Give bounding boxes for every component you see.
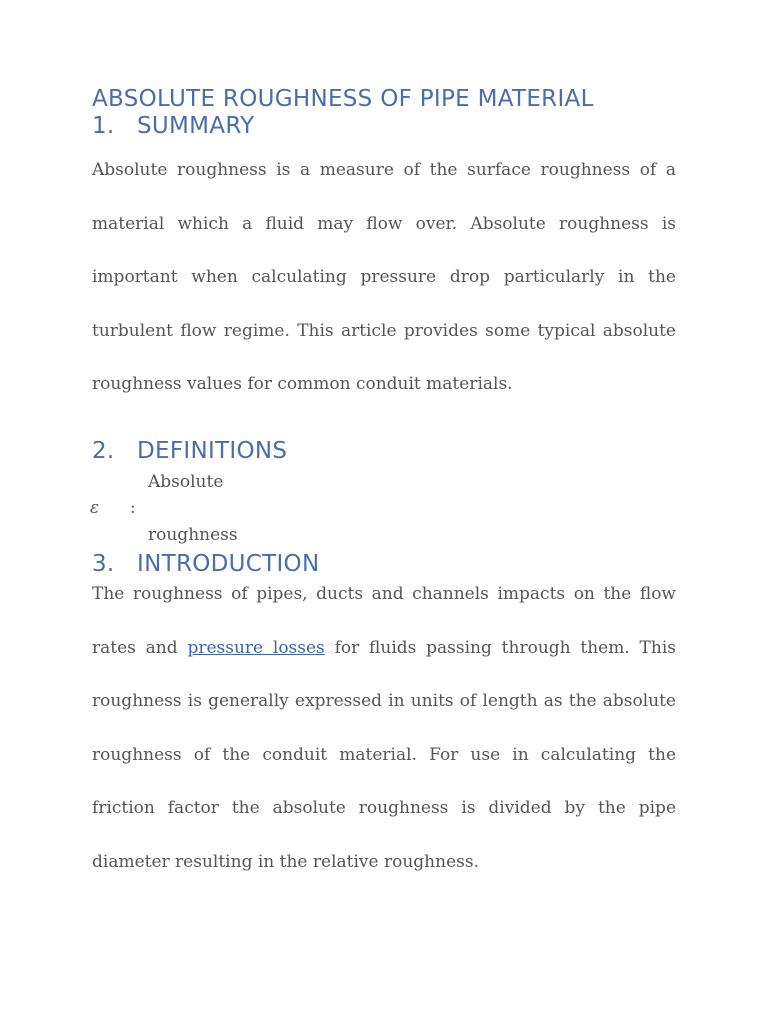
introduction-text-start: The roughness of pipes, ducts and channels impacts on the flow rates and [92, 584, 676, 658]
section-heading-definitions [92, 438, 287, 464]
section-title: INTRODUCTION [137, 551, 320, 577]
pressure-losses-link[interactable]: pressure losses [187, 637, 325, 658]
summary-paragraph: Absolute roughness is a measure of the surface roughness of a material which a fluid may flow over. Absolute roughness is important when calculating pressure drop particularly in the turbulent flow regime. This article provides some typical absolute roughness values for common conduit materials. [92, 160, 676, 394]
definition-separator: : [130, 498, 136, 518]
section-number: 3. [92, 551, 115, 577]
section-title: DEFINITIONS [137, 438, 288, 464]
section-number: 1. [92, 113, 115, 139]
section-heading-summary [92, 113, 255, 139]
definition-list [0, 470, 768, 550]
document-title: ABSOLUTE ROUGHNESS OF PIPE MATERIAL [92, 86, 594, 112]
definition-symbol: ε [90, 498, 100, 518]
definition-term-line2: roughness [148, 525, 238, 545]
section-title: SUMMARY [137, 113, 255, 139]
definition-term-line1: Absolute [148, 472, 224, 492]
section-number: 2. [92, 438, 115, 464]
introduction-paragraph [92, 568, 676, 889]
introduction-text-end: for fluids passing through them. This roughness is generally expressed in units of length as the absolute roughness of the conduit material. For use in calculating the friction factor the absolute roughness is divided by the pipe diameter resulting in the relative roughness. [92, 637, 676, 872]
